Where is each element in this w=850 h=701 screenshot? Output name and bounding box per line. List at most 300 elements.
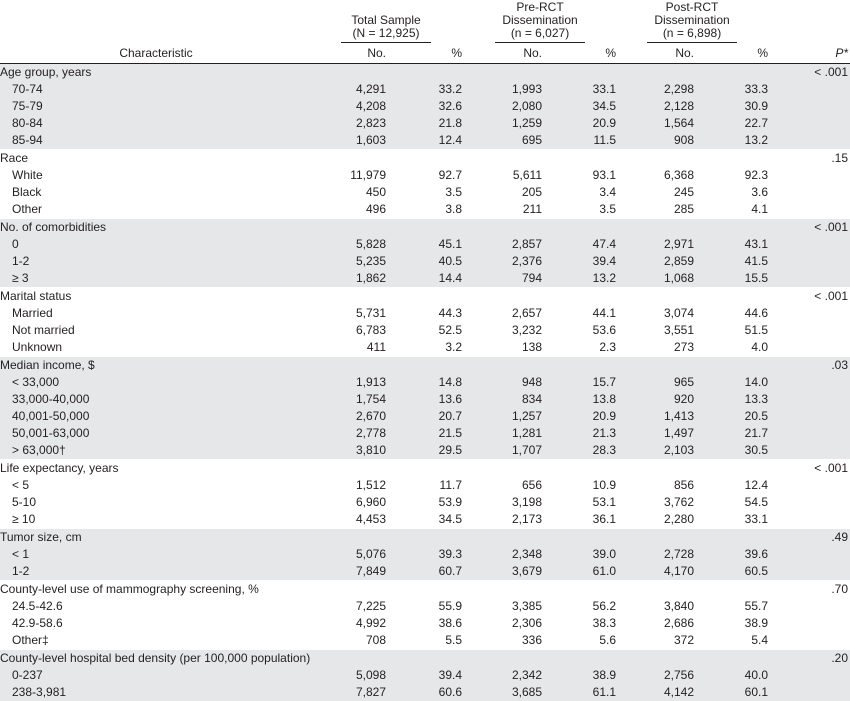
table-row — [0, 442, 850, 460]
cell-count: 7,849 — [312, 563, 386, 581]
cell-count: 2,857 — [468, 236, 542, 253]
cell-count: 1,707 — [468, 442, 542, 460]
cell-count: 4,170 — [620, 563, 694, 581]
col-post-no: No. — [620, 43, 694, 64]
cell-percent: 21.3 — [542, 425, 620, 442]
col-total-no: No. — [312, 43, 386, 64]
cell-percent: 93.1 — [542, 167, 620, 184]
cell-count: 2,756 — [620, 667, 694, 684]
row-label: 75-79 — [0, 98, 312, 115]
cell-count: 4,453 — [312, 511, 386, 529]
section-p-value: < .001 — [772, 460, 850, 478]
cell-p-blank — [772, 442, 850, 460]
row-label: Other — [0, 201, 312, 219]
group-pre-line1: Pre-RCT — [516, 0, 563, 14]
section-p-value: .03 — [772, 357, 850, 375]
table-row — [0, 322, 850, 339]
cell-percent: 44.1 — [542, 305, 620, 322]
section-header-row — [0, 581, 850, 599]
section-p-value: < .001 — [772, 288, 850, 306]
cell-count: 336 — [468, 632, 542, 650]
cell-count: 4,142 — [620, 684, 694, 701]
section-header-row — [0, 219, 850, 237]
cell-percent: 60.5 — [694, 563, 772, 581]
table-row — [0, 684, 850, 701]
cell-percent: 40.5 — [386, 253, 468, 270]
cell-p-blank — [772, 322, 850, 339]
cell-percent: 30.9 — [694, 98, 772, 115]
cell-percent: 3.2 — [386, 339, 468, 357]
cell-p-blank — [772, 270, 850, 288]
cell-count: 5,098 — [312, 667, 386, 684]
cell-count: 908 — [620, 132, 694, 150]
cell-p-blank — [772, 167, 850, 184]
cell-percent: 15.5 — [694, 270, 772, 288]
table-row — [0, 598, 850, 615]
row-label: 80-84 — [0, 115, 312, 132]
cell-percent: 61.1 — [542, 684, 620, 701]
col-p-value: P* — [772, 43, 850, 64]
group-total-line1: Total Sample — [351, 13, 420, 27]
group-total-line2: (N = 12,925) — [352, 26, 419, 40]
group-post-line2: (n = 6,898) — [663, 26, 721, 40]
group-post-line1: Post-RCT — [666, 0, 719, 14]
cell-percent: 32.6 — [386, 98, 468, 115]
cell-percent: 21.7 — [694, 425, 772, 442]
cell-percent: 44.3 — [386, 305, 468, 322]
cell-percent: 13.6 — [386, 391, 468, 408]
cell-percent: 92.7 — [386, 167, 468, 184]
section-label: Life expectancy, years — [0, 460, 772, 478]
cell-percent: 4.1 — [694, 201, 772, 219]
cell-percent: 39.4 — [386, 667, 468, 684]
cell-count: 6,368 — [620, 167, 694, 184]
cell-count: 3,810 — [312, 442, 386, 460]
cell-percent: 5.4 — [694, 632, 772, 650]
cell-percent: 33.2 — [386, 81, 468, 98]
cell-percent: 2.3 — [542, 339, 620, 357]
cell-count: 3,762 — [620, 494, 694, 511]
cell-count: 2,348 — [468, 546, 542, 563]
table-row — [0, 494, 850, 511]
section-header-row — [0, 150, 850, 168]
cell-percent: 56.2 — [542, 598, 620, 615]
table-row — [0, 615, 850, 632]
cell-count: 2,080 — [468, 98, 542, 115]
cell-percent: 4.0 — [694, 339, 772, 357]
table-row — [0, 81, 850, 98]
cell-count: 3,685 — [468, 684, 542, 701]
cell-percent: 22.7 — [694, 115, 772, 132]
col-post-pct: % — [694, 43, 772, 64]
col-total-pct: % — [386, 43, 468, 64]
cell-percent: 53.9 — [386, 494, 468, 511]
cell-percent: 33.1 — [542, 81, 620, 98]
cell-p-blank — [772, 305, 850, 322]
cell-percent: 60.6 — [386, 684, 468, 701]
section-p-value: .49 — [772, 529, 850, 547]
table-row — [0, 236, 850, 253]
cell-count: 794 — [468, 270, 542, 288]
cell-percent: 33.1 — [694, 511, 772, 529]
cell-percent: 53.6 — [542, 322, 620, 339]
cell-count: 2,342 — [468, 667, 542, 684]
cell-count: 1,512 — [312, 477, 386, 494]
cell-percent: 21.5 — [386, 425, 468, 442]
cell-count: 2,298 — [620, 81, 694, 98]
cell-percent: 39.3 — [386, 546, 468, 563]
cell-count: 1,603 — [312, 132, 386, 150]
group-header-total — [312, 0, 468, 43]
cell-count: 1,257 — [468, 408, 542, 425]
cell-count: 450 — [312, 184, 386, 201]
cell-p-blank — [772, 684, 850, 701]
table-row — [0, 546, 850, 563]
cell-p-blank — [772, 546, 850, 563]
row-label: ≥ 3 — [0, 270, 312, 288]
cell-count: 1,862 — [312, 270, 386, 288]
table-row — [0, 477, 850, 494]
table-row — [0, 167, 850, 184]
table-row — [0, 132, 850, 150]
cell-count: 1,993 — [468, 81, 542, 98]
cell-p-blank — [772, 132, 850, 150]
cell-percent: 38.9 — [542, 667, 620, 684]
cell-p-blank — [772, 391, 850, 408]
cell-p-blank — [772, 511, 850, 529]
cell-p-blank — [772, 184, 850, 201]
cell-count: 965 — [620, 374, 694, 391]
cell-count: 2,280 — [620, 511, 694, 529]
cell-count: 708 — [312, 632, 386, 650]
cell-count: 3,840 — [620, 598, 694, 615]
cell-percent: 13.3 — [694, 391, 772, 408]
table-row — [0, 511, 850, 529]
group-pre-line1b: Dissemination — [502, 13, 577, 27]
section-label: Tumor size, cm — [0, 529, 772, 547]
cell-percent: 92.3 — [694, 167, 772, 184]
cell-percent: 61.0 — [542, 563, 620, 581]
cell-percent: 3.4 — [542, 184, 620, 201]
cell-count: 7,827 — [312, 684, 386, 701]
section-p-value: .20 — [772, 650, 850, 668]
row-label: 5-10 — [0, 494, 312, 511]
section-label: Marital status — [0, 288, 772, 306]
table-row — [0, 253, 850, 270]
row-label: ≥ 10 — [0, 511, 312, 529]
cell-percent: 3.6 — [694, 184, 772, 201]
cell-p-blank — [772, 236, 850, 253]
cell-count: 2,128 — [620, 98, 694, 115]
row-label: 50,001-63,000 — [0, 425, 312, 442]
cell-percent: 60.1 — [694, 684, 772, 701]
cell-count: 3,679 — [468, 563, 542, 581]
table-row — [0, 270, 850, 288]
section-header-row — [0, 460, 850, 478]
cell-p-blank — [772, 563, 850, 581]
cell-percent: 15.7 — [542, 374, 620, 391]
group-pre-line2: (n = 6,027) — [511, 26, 569, 40]
cell-count: 211 — [468, 201, 542, 219]
section-header-row — [0, 650, 850, 668]
cell-count: 2,823 — [312, 115, 386, 132]
row-label: 0 — [0, 236, 312, 253]
table-row — [0, 374, 850, 391]
cell-p-blank — [772, 477, 850, 494]
section-label: Age group, years — [0, 64, 772, 82]
cell-percent: 44.6 — [694, 305, 772, 322]
cell-percent: 34.5 — [542, 98, 620, 115]
cell-percent: 43.1 — [694, 236, 772, 253]
cell-p-blank — [772, 408, 850, 425]
row-label: 33,000-40,000 — [0, 391, 312, 408]
section-header-row — [0, 64, 850, 82]
section-header-row — [0, 529, 850, 547]
cell-count: 285 — [620, 201, 694, 219]
cell-p-blank — [772, 632, 850, 650]
table-row — [0, 98, 850, 115]
cell-count: 3,385 — [468, 598, 542, 615]
cell-count: 2,778 — [312, 425, 386, 442]
cell-p-blank — [772, 598, 850, 615]
cell-percent: 38.9 — [694, 615, 772, 632]
cell-percent: 20.7 — [386, 408, 468, 425]
section-p-value: .15 — [772, 150, 850, 168]
cell-count: 245 — [620, 184, 694, 201]
cell-count: 1,913 — [312, 374, 386, 391]
cell-count: 920 — [620, 391, 694, 408]
cell-percent: 20.5 — [694, 408, 772, 425]
row-label: Unknown — [0, 339, 312, 357]
cell-percent: 39.0 — [542, 546, 620, 563]
cell-count: 3,198 — [468, 494, 542, 511]
cell-p-blank — [772, 339, 850, 357]
row-label: White — [0, 167, 312, 184]
row-label: 1-2 — [0, 253, 312, 270]
header-blank — [0, 0, 312, 43]
cell-count: 1,497 — [620, 425, 694, 442]
cell-count: 5,076 — [312, 546, 386, 563]
cell-p-blank — [772, 494, 850, 511]
row-label: 70-74 — [0, 81, 312, 98]
cell-count: 2,859 — [620, 253, 694, 270]
cell-percent: 38.3 — [542, 615, 620, 632]
table-row — [0, 563, 850, 581]
table-row — [0, 632, 850, 650]
row-label: Black — [0, 184, 312, 201]
table-row — [0, 305, 850, 322]
cell-percent: 13.8 — [542, 391, 620, 408]
section-label: Median income, $ — [0, 357, 772, 375]
cell-percent: 40.0 — [694, 667, 772, 684]
cell-count: 6,960 — [312, 494, 386, 511]
cell-percent: 39.6 — [694, 546, 772, 563]
cell-count: 1,413 — [620, 408, 694, 425]
table-row — [0, 339, 850, 357]
cell-p-blank — [772, 253, 850, 270]
cell-count: 1,068 — [620, 270, 694, 288]
cell-count: 1,754 — [312, 391, 386, 408]
row-label: Not married — [0, 322, 312, 339]
cell-count: 1,259 — [468, 115, 542, 132]
cell-percent: 11.7 — [386, 477, 468, 494]
cell-percent: 14.0 — [694, 374, 772, 391]
cell-count: 411 — [312, 339, 386, 357]
cell-percent: 5.5 — [386, 632, 468, 650]
row-label: 42.9-58.6 — [0, 615, 312, 632]
cell-percent: 33.3 — [694, 81, 772, 98]
cell-count: 11,979 — [312, 167, 386, 184]
cell-count: 2,728 — [620, 546, 694, 563]
cell-count: 496 — [312, 201, 386, 219]
table-row — [0, 667, 850, 684]
cell-count: 2,173 — [468, 511, 542, 529]
section-label: Race — [0, 150, 772, 168]
cell-percent: 3.8 — [386, 201, 468, 219]
cell-count: 3,232 — [468, 322, 542, 339]
table-row — [0, 201, 850, 219]
cell-count: 2,103 — [620, 442, 694, 460]
cell-percent: 55.7 — [694, 598, 772, 615]
cell-p-blank — [772, 374, 850, 391]
cell-count: 2,670 — [312, 408, 386, 425]
cell-percent: 13.2 — [694, 132, 772, 150]
cell-count: 2,686 — [620, 615, 694, 632]
cell-percent: 52.5 — [386, 322, 468, 339]
col-pre-pct: % — [542, 43, 620, 64]
group-header-post — [620, 0, 772, 43]
cell-percent: 29.5 — [386, 442, 468, 460]
cell-count: 948 — [468, 374, 542, 391]
cell-percent: 20.9 — [542, 408, 620, 425]
cell-percent: 55.9 — [386, 598, 468, 615]
cell-count: 372 — [620, 632, 694, 650]
row-label: < 1 — [0, 546, 312, 563]
cell-percent: 51.5 — [694, 322, 772, 339]
row-label: < 33,000 — [0, 374, 312, 391]
row-label: < 5 — [0, 477, 312, 494]
section-label: County-level use of mammography screening, % — [0, 581, 772, 599]
table-row — [0, 184, 850, 201]
cell-percent: 3.5 — [386, 184, 468, 201]
cell-count: 856 — [620, 477, 694, 494]
cell-count: 273 — [620, 339, 694, 357]
cell-percent: 3.5 — [542, 201, 620, 219]
cell-percent: 20.9 — [542, 115, 620, 132]
cell-percent: 21.8 — [386, 115, 468, 132]
cell-p-blank — [772, 98, 850, 115]
cell-percent: 54.5 — [694, 494, 772, 511]
cell-p-blank — [772, 201, 850, 219]
cell-percent: 34.5 — [386, 511, 468, 529]
section-header-row — [0, 357, 850, 375]
cell-percent: 14.4 — [386, 270, 468, 288]
row-label: 85-94 — [0, 132, 312, 150]
section-label: County-level hospital bed density (per 100,000 population) — [0, 650, 772, 668]
cell-percent: 60.7 — [386, 563, 468, 581]
row-label: > 63,000† — [0, 442, 312, 460]
cell-count: 5,235 — [312, 253, 386, 270]
cell-count: 5,611 — [468, 167, 542, 184]
cell-p-blank — [772, 81, 850, 98]
cell-p-blank — [772, 425, 850, 442]
cell-count: 4,291 — [312, 81, 386, 98]
table-row — [0, 115, 850, 132]
cell-percent: 5.6 — [542, 632, 620, 650]
col-characteristic: Characteristic — [0, 43, 312, 64]
cell-percent: 13.2 — [542, 270, 620, 288]
cell-count: 1,281 — [468, 425, 542, 442]
cell-count: 2,971 — [620, 236, 694, 253]
cell-count: 7,225 — [312, 598, 386, 615]
section-p-value: < .001 — [772, 219, 850, 237]
row-label: 24.5-42.6 — [0, 598, 312, 615]
row-label: Married — [0, 305, 312, 322]
cell-count: 205 — [468, 184, 542, 201]
row-label: 1-2 — [0, 563, 312, 581]
section-label: No. of comorbidities — [0, 219, 772, 237]
row-label: 0-237 — [0, 667, 312, 684]
cell-count: 2,657 — [468, 305, 542, 322]
cell-count: 1,564 — [620, 115, 694, 132]
group-post-line1b: Dissemination — [654, 13, 729, 27]
cell-percent: 12.4 — [694, 477, 772, 494]
row-label: 238-3,981 — [0, 684, 312, 701]
cell-count: 5,828 — [312, 236, 386, 253]
group-header-pre — [468, 0, 620, 43]
row-label: 40,001-50,000 — [0, 408, 312, 425]
cell-percent: 28.3 — [542, 442, 620, 460]
header-blank-p — [772, 0, 850, 43]
cell-p-blank — [772, 615, 850, 632]
cell-percent: 36.1 — [542, 511, 620, 529]
cell-percent: 14.8 — [386, 374, 468, 391]
cell-count: 656 — [468, 477, 542, 494]
cell-percent: 38.6 — [386, 615, 468, 632]
cell-percent: 10.9 — [542, 477, 620, 494]
section-p-value: < .001 — [772, 64, 850, 82]
cell-count: 138 — [468, 339, 542, 357]
cell-percent: 41.5 — [694, 253, 772, 270]
cell-count: 2,306 — [468, 615, 542, 632]
row-label: Other‡ — [0, 632, 312, 650]
cell-percent: 12.4 — [386, 132, 468, 150]
cell-count: 4,992 — [312, 615, 386, 632]
section-header-row — [0, 288, 850, 306]
cell-count: 5,731 — [312, 305, 386, 322]
table-body — [0, 64, 850, 701]
cell-percent: 30.5 — [694, 442, 772, 460]
cell-percent: 53.1 — [542, 494, 620, 511]
cell-count: 4,208 — [312, 98, 386, 115]
cell-count: 695 — [468, 132, 542, 150]
table-row — [0, 408, 850, 425]
section-p-value: .70 — [772, 581, 850, 599]
cell-percent: 45.1 — [386, 236, 468, 253]
col-pre-no: No. — [468, 43, 542, 64]
cell-percent: 47.4 — [542, 236, 620, 253]
cell-count: 2,376 — [468, 253, 542, 270]
table-row — [0, 425, 850, 442]
cell-percent: 11.5 — [542, 132, 620, 150]
table-row — [0, 391, 850, 408]
cell-p-blank — [772, 667, 850, 684]
cell-count: 834 — [468, 391, 542, 408]
cell-count: 3,551 — [620, 322, 694, 339]
cell-count: 6,783 — [312, 322, 386, 339]
cell-p-blank — [772, 115, 850, 132]
cell-count: 3,074 — [620, 305, 694, 322]
